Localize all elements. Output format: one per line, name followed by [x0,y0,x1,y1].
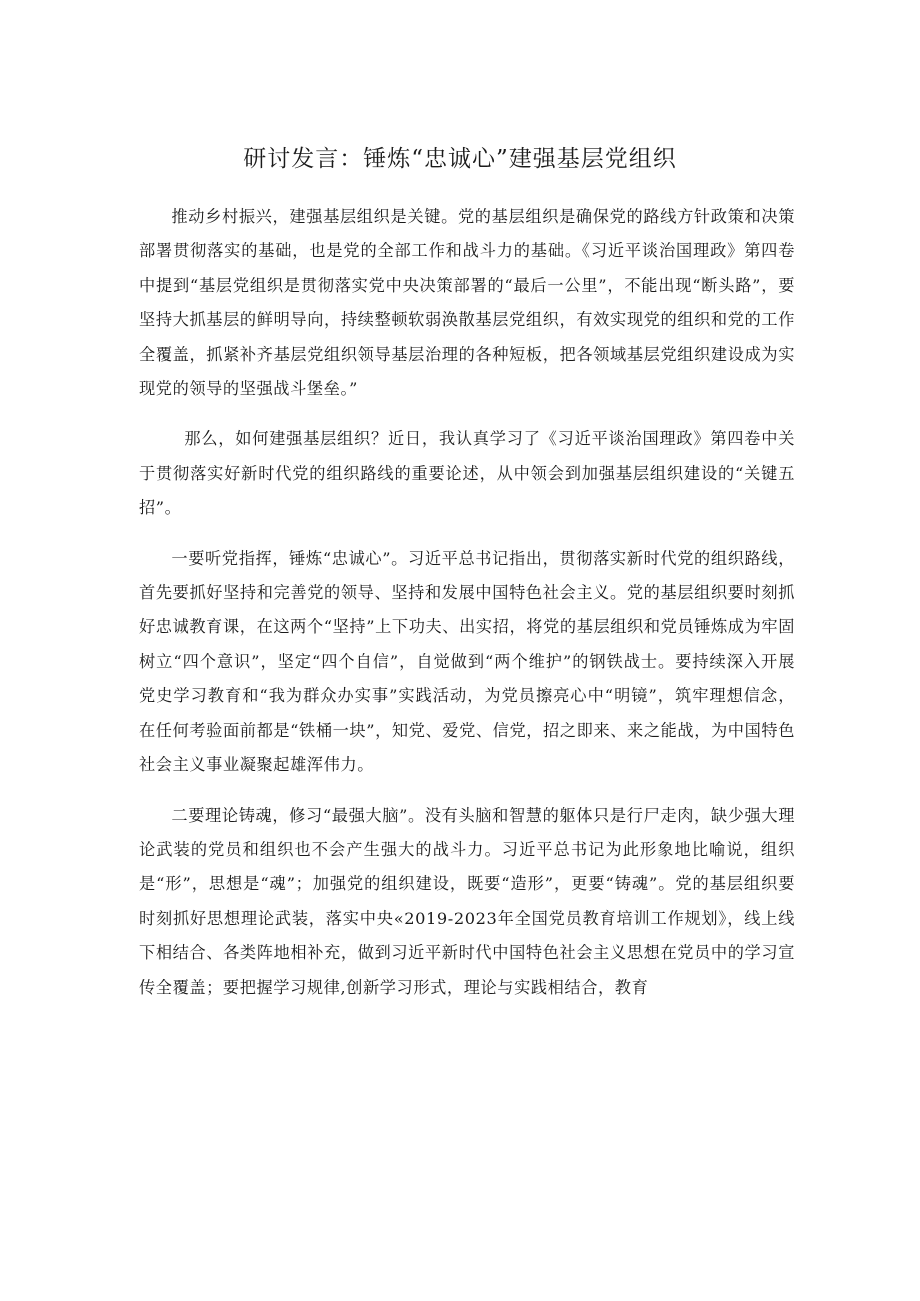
document-body [139,200,795,1021]
paragraph-point-two: 二要理论铸魂，修习“最强大脑”。没有头脑和智慧的躯体只是行尸走肉，缺少强大理论武装的党员和组织也不会产生强大的战斗力。习近平总书记为此形象地比喻说，组织是“形”，思想是“魂”；加强党的组织建设，既要“造形”，更要“铸魂”。党的基层组织要时刻抓好思想理论武装，落实中央«2019-2023年全国党员教育培训工作规划》，线上线下相结合、各类阵地相补充，做到习近平新时代中国特色社会主义思想在党员中的学习宣传全覆盖；要把握学习规律,创新学习形式，理论与实践相结合，教育 [139,805,795,997]
paragraph-point-one: 一要听党指挥，锤炼“忠诚心”。习近平总书记指出，贯彻落实新时代党的组织路线，首先要抓好坚持和完善党的领导、坚持和发展中国特色社会主义。党的基层组织要时刻抓好忠诚教育课，在这两个“坚持”上下功夫、出实招，将党的基层组织和党员锤炼成为牢固树立“四个意识”，坚定“四个自信”，自觉做到“两个维护”的钢铁战士。要持续深入开展党史学习教育和“我为群众办实事”实践活动，为党员擦亮心中“明镜”，筑牢理想信念，在任何考验面前都是“铁桶一块”，知党、爱党、信党，招之即来、来之能战，为中国特色社会主义事业凝聚起雄浑伟力。 [139,548,795,775]
paragraph-intro: 推动乡村振兴，建强基层组织是关键。党的基层组织是确保党的路线方针政策和决策部署贯彻落实的基础，也是党的全部工作和战斗力的基础。《习近平谈治国理政》第四卷中提到“基层党组织是贯彻落实党中央决策部署的“最后一公里”，不能出现“断头路”，要坚持大抓基层的鲜明导向，持续整顿软弱涣散基层党组织，有效实现党的组织和党的工作全覆盖，抓紧补齐基层党组织领导基层治理的各种短板，把各领域基层党组织建设成为实现党的领导的坚强战斗堡垒。” [139,207,795,399]
document-title: 研讨发言：锤炼“忠诚心”建强基层党组织 [243,146,677,172]
paragraph-question: 那么，如何建强基层组织？近日，我认真学习了《习近平谈治国理政》第四卷中关于贯彻落实好新时代党的组织路线的重要论述，从中领会到加强基层组织建设的“关键五招”。 [139,429,795,518]
